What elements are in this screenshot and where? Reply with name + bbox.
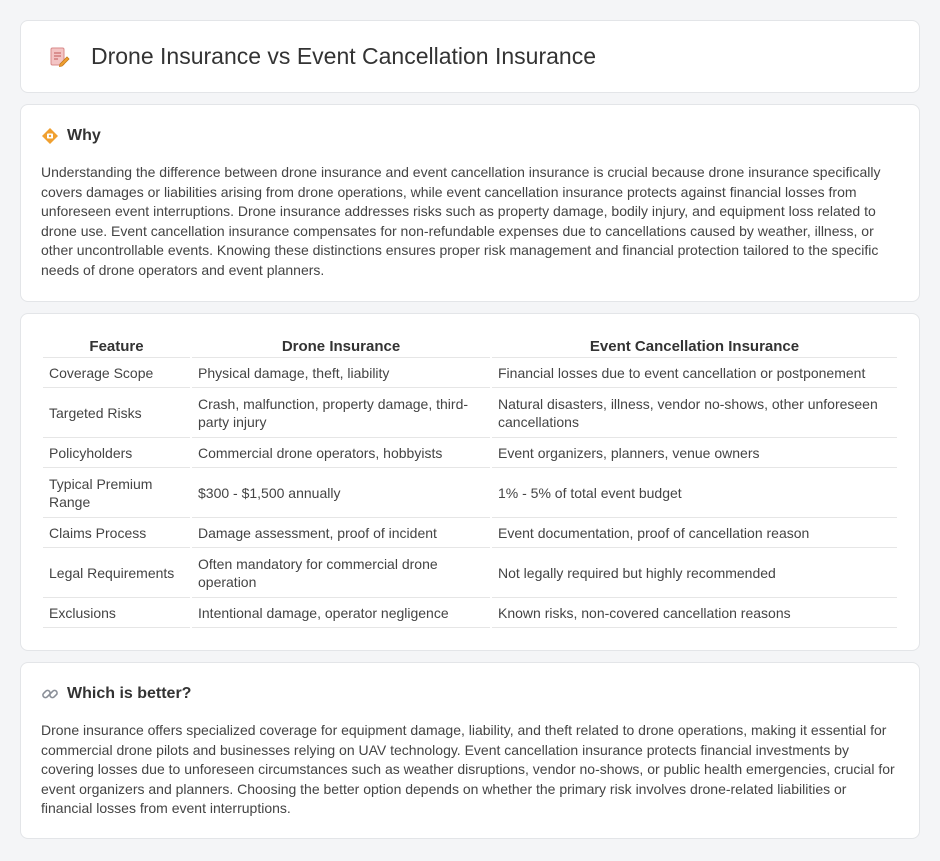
table-cell: Known risks, non-covered cancellation reasons xyxy=(492,598,897,628)
why-paragraph: Understanding the difference between drone insurance and event cancellation insurance is crucial because drone insurance specifically covers damages or liabilities arising from drone operations, while event cancellation insurance protects against financial losses from unforeseen event interruptions. Drone insurance addresses risks such as property damage, bodily injury, and equipment loss related to drone use. Event cancellation insurance compensates for non-refundable expenses due to cancellations caused by weather, illness, or other uncontrollable events. Knowing these distinctions ensures proper risk management and financial protection tailored to the specific needs of drone operators and event planners. xyxy=(41,164,881,278)
table-cell: Coverage Scope xyxy=(43,358,190,388)
why-heading xyxy=(41,127,899,145)
table-cell: Claims Process xyxy=(43,518,190,548)
header-feature: Feature xyxy=(43,336,190,358)
table-cell: 1% - 5% of total event budget xyxy=(492,468,897,518)
link-icon xyxy=(41,685,59,703)
table-row xyxy=(43,598,897,628)
table-row xyxy=(43,468,897,518)
table-cell: Not legally required but highly recommended xyxy=(492,548,897,598)
table-cell: Often mandatory for commercial drone operation xyxy=(192,548,490,598)
table-cell: Damage assessment, proof of incident xyxy=(192,518,490,548)
table-cell: Natural disasters, illness, vendor no-shows, other unforeseen cancellations xyxy=(492,388,897,438)
table-cell: Financial losses due to event cancellation or postponement xyxy=(492,358,897,388)
table-row xyxy=(43,548,897,598)
table-cell: Crash, malfunction, property damage, third-party injury xyxy=(192,388,490,438)
table-cell: Targeted Risks xyxy=(43,388,190,438)
document-edit-icon xyxy=(47,45,71,69)
table-row xyxy=(43,438,897,468)
header-card xyxy=(20,20,920,93)
table-cell: Legal Requirements xyxy=(43,548,190,598)
better-paragraph: Drone insurance offers specialized coverage for equipment damage, liability, and theft related to drone operations, making it essential for commercial drone pilots and businesses relying on UAV technology. Event cancellation insurance protects financial investments by covering losses due to unforeseen circumstances such as weather disruptions, vendor no-shows, or public health emergencies, crucial for event organizers and planners. Choosing the better option depends on whether the primary risk involves drone-related liabilities or financial losses from event interruptions. xyxy=(41,722,895,817)
header-event-cancellation: Event Cancellation Insurance xyxy=(492,336,897,358)
table-cell: Event documentation, proof of cancellation reason xyxy=(492,518,897,548)
table-cell: Intentional damage, operator negligence xyxy=(192,598,490,628)
why-section xyxy=(20,104,920,302)
header-drone-insurance: Drone Insurance xyxy=(192,336,490,358)
which-is-better-section xyxy=(20,662,920,839)
comparison-table xyxy=(41,336,899,628)
table-header-row xyxy=(43,336,897,358)
why-title: Why xyxy=(67,127,101,144)
table-row xyxy=(43,518,897,548)
table-cell: Physical damage, theft, liability xyxy=(192,358,490,388)
comparison-table-card xyxy=(20,313,920,651)
better-title: Which is better? xyxy=(67,685,192,702)
page-title: Drone Insurance vs Event Cancellation Insurance xyxy=(91,43,597,69)
table-cell: Commercial drone operators, hobbyists xyxy=(192,438,490,468)
table-cell: $300 - $1,500 annually xyxy=(192,468,490,518)
table-cell: Event organizers, planners, venue owners xyxy=(492,438,897,468)
table-cell: Policyholders xyxy=(43,438,190,468)
table-row xyxy=(43,388,897,438)
better-heading xyxy=(41,685,899,703)
diamond-warning-icon xyxy=(41,127,59,145)
table-row xyxy=(43,358,897,388)
table-cell: Typical Premium Range xyxy=(43,468,190,518)
table-cell: Exclusions xyxy=(43,598,190,628)
